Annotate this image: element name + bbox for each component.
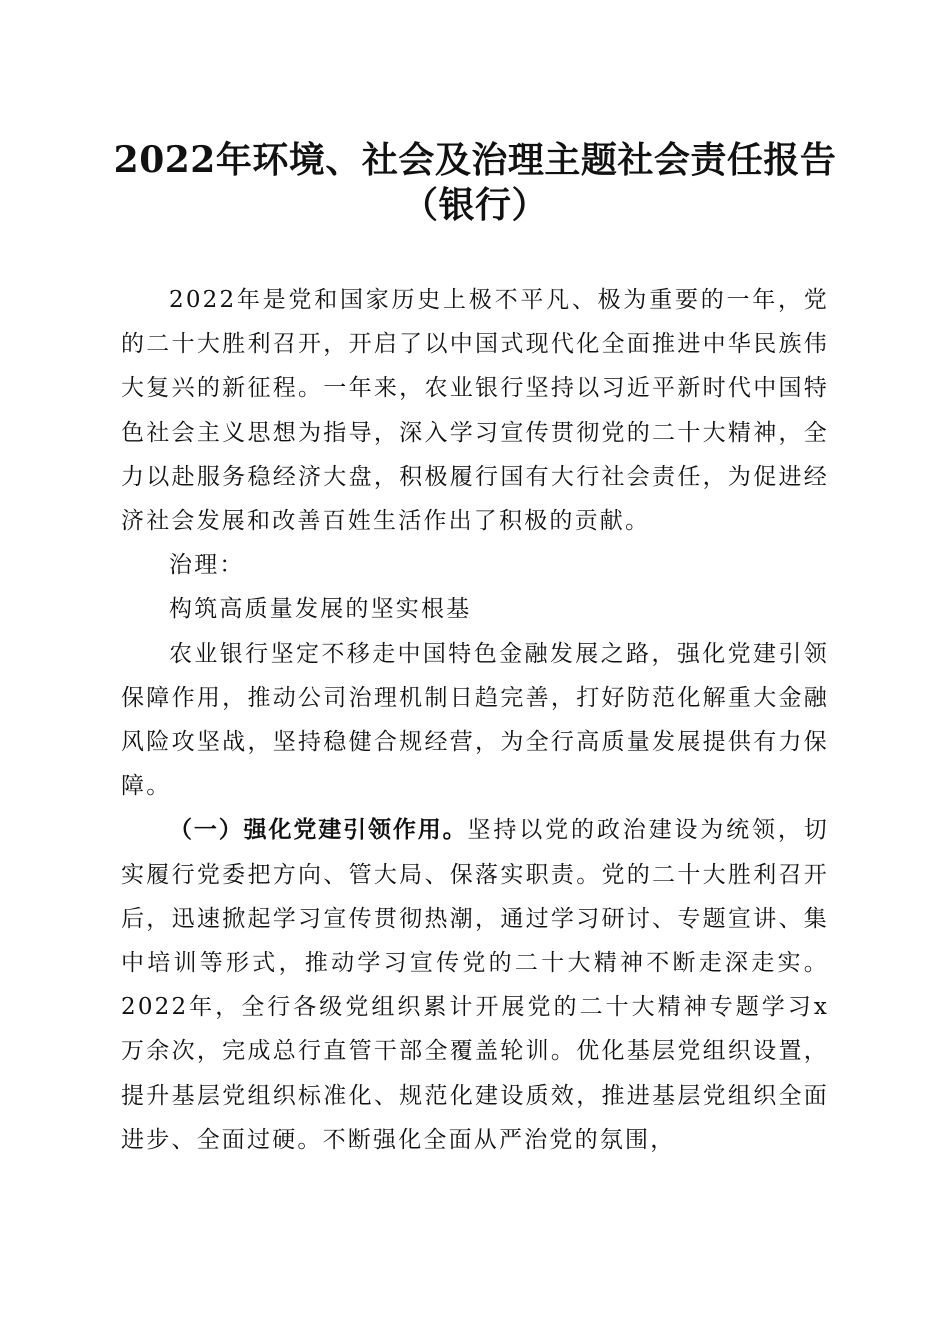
section-label: 治理：	[169, 552, 245, 579]
document-body	[121, 278, 829, 1162]
section-paragraph: 农业银行坚定不移走中国特色金融发展之路，强化党建引领保障作用，推动公司治理机制日趋完善，打好防范化解重大金融风险攻坚战，坚持稳健合规经营，为全行高质量发展提供有力保障。	[121, 640, 829, 800]
document-subtitle: （银行）	[401, 184, 548, 226]
subsection-paragraph	[121, 808, 829, 1162]
document-title: 2022年环境、社会及治理主题社会责任报告	[113, 139, 837, 181]
subsection-heading: （一）强化党建引领作用。	[169, 816, 468, 844]
intro-paragraph: 2022年是党和国家历史上极不平凡、极为重要的一年，党的二十大胜利召开，开启了以中国式现代化全面推进中华民族伟大复兴的新征程。一年来，农业银行坚持以习近平新时代中国特色社会主义思想为指导，深入学习宣传贯彻党的二十大精神，全力以赴服务稳经济大盘，积极履行国有大行社会责任，为促进经济社会发展和改善百姓生活作出了积极的贡献。	[121, 287, 829, 535]
subsection-text: 坚持以党的政治建设为统领，切实履行党委把方向、管大局、保落实职责。党的二十大胜利召开后，迅速掀起学习宣传贯彻热潮，通过学习研讨、专题宣讲、集中培训等形式，推动学习宣传党的二十大精神不断走深走实。2022年，全行各级党组织累计开展党的二十大精神专题学习x万余次，完成总行直管干部全覆盖轮训。优化基层党组织设置，提升基层党组织标准化、规范化建设质效，推进基层党组织全面进步、全面过硬。不断强化全面从严治党的氛围，	[121, 817, 829, 1153]
section-heading: 构筑高质量发展的坚实根基	[169, 596, 472, 623]
